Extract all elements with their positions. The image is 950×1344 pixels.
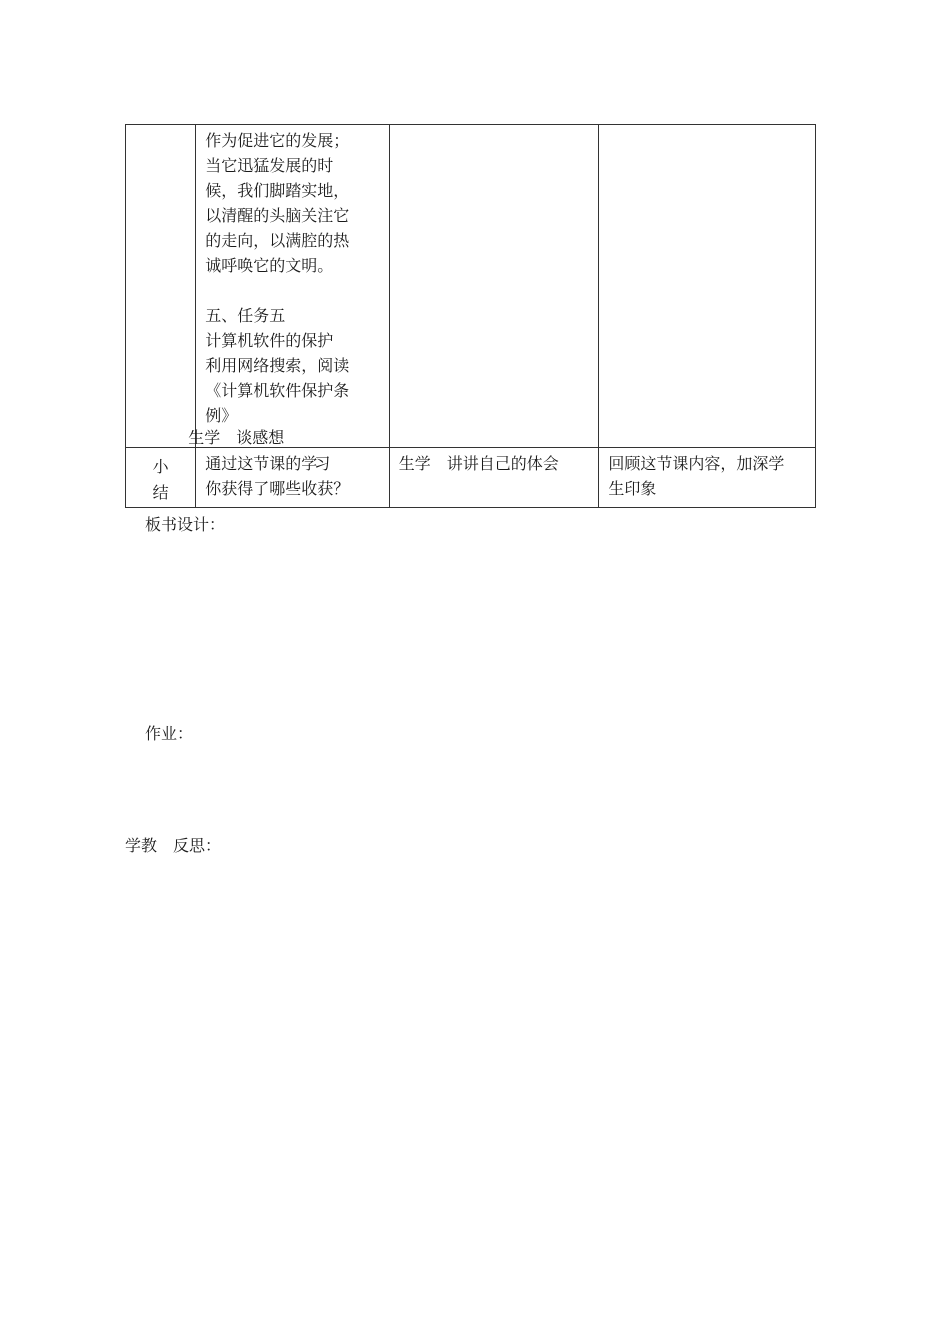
text-line: 利用网络搜索，阅读 — [205, 356, 350, 375]
summary-question-cell — [196, 448, 390, 508]
text-line: 候，我们脚踏实地， — [205, 181, 350, 200]
board-design-heading: 板书设计： — [145, 515, 226, 534]
text-line: 生印象 — [608, 479, 657, 498]
text-line: 当它迅猛发展的时 — [205, 156, 334, 175]
lesson-plan-table — [125, 124, 816, 508]
content-paragraph-1 — [205, 128, 385, 278]
summary-student-cell — [389, 448, 599, 508]
text-line: 五、任务五 — [205, 306, 286, 325]
student-activity-text: 生学 讲讲自己的体会 — [398, 454, 559, 473]
overlap-glyph: 习 — [314, 454, 331, 473]
text-line: 计算机软件的保护 — [205, 331, 334, 350]
row1-label-cell — [126, 125, 196, 448]
text-line: 《计算机软件保护条 — [205, 381, 350, 400]
text-line: 的走向，以满腔的热 — [205, 231, 350, 250]
text-line: 作为促进它的发展； — [205, 131, 350, 150]
summary-purpose-cell — [599, 448, 816, 508]
summary-label-cell — [126, 448, 196, 508]
student-activity-overlap: 生学 谈感想 — [188, 428, 285, 447]
text-line: 诚呼唤它的文明。 — [205, 256, 334, 275]
row1-content-cell — [188, 125, 390, 448]
reflection-heading: 学教 反思： — [125, 836, 222, 855]
text-line: 你获得了哪些收获？ — [205, 479, 350, 498]
text-line: 例》 — [205, 406, 238, 425]
text-line: 以清醒的头脑关注它 — [205, 206, 350, 225]
table-row — [126, 448, 816, 508]
text-line: 回顾这节课内容，加深学 — [608, 454, 785, 473]
row1-purpose-cell — [599, 125, 816, 448]
summary-label-line: 小 — [152, 457, 169, 476]
summary-label-line: 结 — [152, 483, 169, 502]
row1-student-cell — [389, 125, 599, 448]
content-paragraph-task5 — [205, 303, 385, 428]
text-line: 通过这节课的学 — [205, 454, 318, 473]
homework-heading: 作业： — [145, 724, 194, 743]
table-row — [126, 125, 816, 448]
